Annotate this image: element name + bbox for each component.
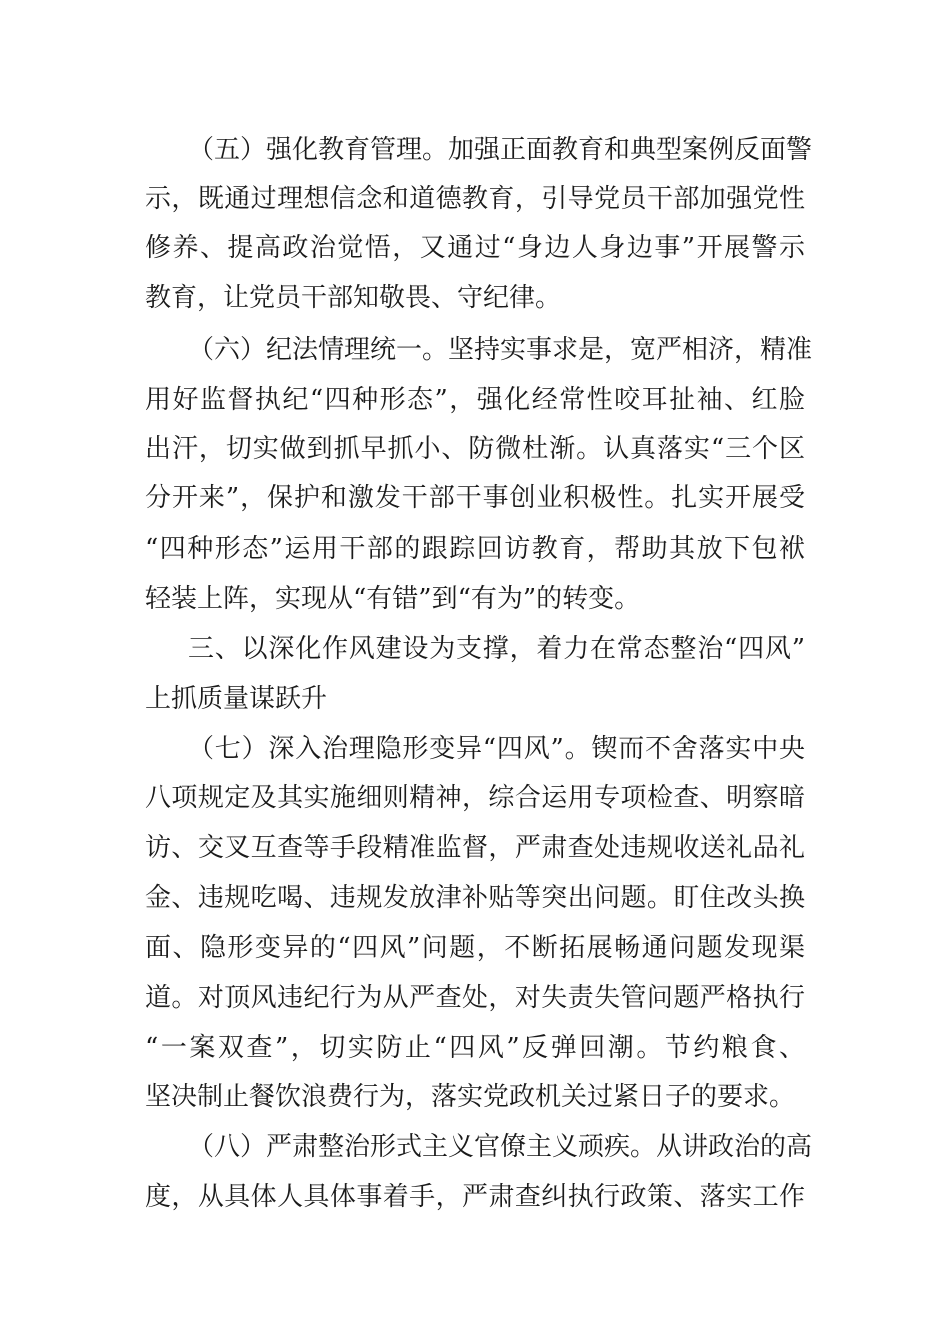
- paragraph-line: 金、违规吃喝、违规发放津补贴等突出问题。盯住改头换: [145, 883, 805, 913]
- paragraph-line: 道。对顶风违纪行为从严查处，对失责失管问题严格执行: [145, 983, 805, 1013]
- paragraph-line: 八项规定及其实施细则精神，综合运用专项检查、明察暗: [145, 783, 805, 813]
- paragraph-line: 坚决制止餐饮浪费行为，落实党政机关过紧日子的要求。: [145, 1082, 796, 1112]
- section-heading: 上抓质量谋跃升: [145, 684, 328, 714]
- paragraph-line: 用好监督执纪“四种形态”，强化经常性咬耳扯袖、红脸: [145, 385, 805, 415]
- paragraph-line: “一案双查”，切实防止“四风”反弹回潮。节约粮食、: [145, 1033, 805, 1063]
- paragraph-line: （五）强化教育管理。加强正面教育和典型案例反面警: [188, 135, 813, 165]
- paragraph-line: 访、交叉互查等手段精准监督，严肃查处违规收送礼品礼: [145, 833, 805, 863]
- paragraph-line: 轻装上阵，实现从“有错”到“有为”的转变。: [145, 584, 641, 614]
- paragraph-line: 修养、提高政治觉悟，又通过“身边人身边事”开展警示: [145, 233, 805, 263]
- paragraph-line: 分开来”，保护和激发干部干事创业积极性。扎实开展受: [145, 483, 805, 513]
- paragraph-line: 面、隐形变异的“四风”问题，不断拓展畅通问题发现渠: [145, 933, 805, 963]
- paragraph-line: 出汗，切实做到抓早抓小、防微杜渐。认真落实“三个区: [145, 434, 805, 464]
- section-heading: 三、以深化作风建设为支撑，着力在常态整治“四风”: [188, 634, 805, 664]
- paragraph-line: 示，既通过理想信念和道德教育，引导党员干部加强党性: [145, 184, 805, 214]
- paragraph-line: （六）纪法情理统一。坚持实事求是，宽严相济，精准: [188, 335, 813, 365]
- paragraph-line: （七）深入治理隐形变异“四风”。锲而不舍落实中央: [188, 734, 805, 764]
- paragraph-line: 度，从具体人具体事着手，严肃查纠执行政策、落实工作: [145, 1182, 805, 1212]
- paragraph-line: （八）严肃整治形式主义官僚主义顽疾。从讲政治的高: [188, 1132, 813, 1162]
- paragraph-line: 教育，让党员干部知敬畏、守纪律。: [145, 283, 562, 313]
- paragraph-line: “四种形态”运用干部的跟踪回访教育，帮助其放下包袱: [145, 534, 805, 564]
